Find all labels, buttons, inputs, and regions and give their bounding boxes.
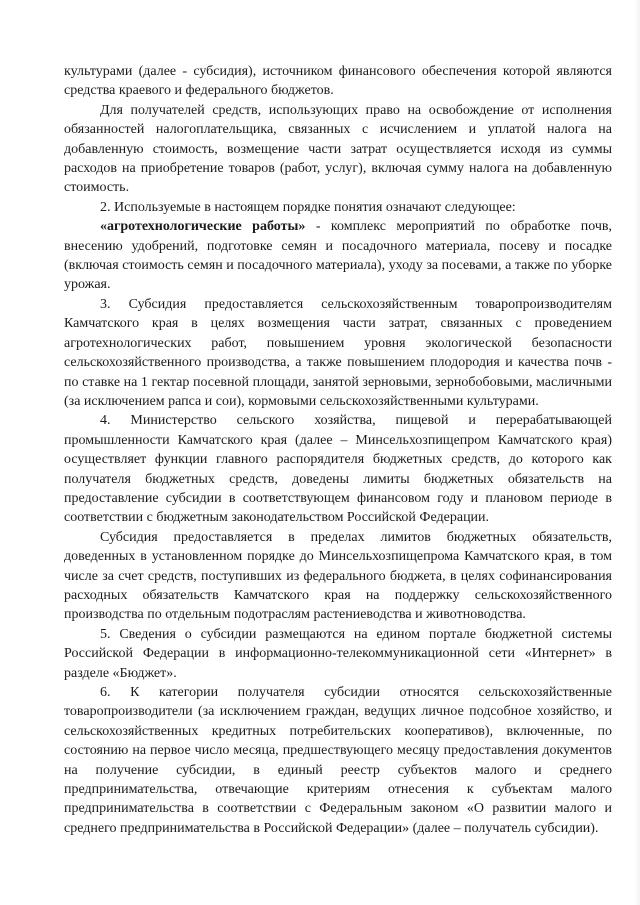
- paragraph-subsidy-limits: Субсидия предоставляется в пределах лимитов бюджетных обязательств, доведенных в установленном порядке до Минсельхозпищепрома Камчатского края, в том числе за счет средств, поступивших из федерального бюджета, в целях софинансирования расходных обязательств Камчатского края на поддержку сельскохозяйственного производства по отдельным подотраслям растениеводства и животноводства.: [64, 529, 612, 623]
- definition-text: - комплекс мероприятий по обработке почв, внесению удобрений, подготовке семян и посадочного материала, посеву и посадке (включая стоимость семян и посадочного материала), уходу за посевами, а также по уборке урожая.: [64, 219, 612, 293]
- paragraph-3-subsidy-purpose: 3. Субсидия предоставляется сельскохозяйственным товаропроизводителям Камчатского края в целях возмещения части затрат, связанных с проведением агротехнологических работ, повышением уровня экологической безопасности сельскохозяйственного производства, а также повышением плодородия и качества почв - по ставке на 1 гектар посевной площади, занятой зерновыми, зернобобовыми, масличными (за исключением рапса и сои), кормовыми сельскохозяйственными культурами.: [64, 296, 612, 409]
- document-page: [64, 62, 612, 838]
- paragraph-agrotech-definition: [64, 217, 612, 295]
- paragraph-continuation: культурами (далее - субсидия), источником финансового обеспечения которой являются средства краевого и федерального бюджетов.: [64, 64, 612, 99]
- paragraph-5-portal: 5. Сведения о субсидии размещаются на едином портале бюджетной системы Российской Федерации в информационно-телекоммуникационной сети «Интернет» в разделе «Бюджет».: [64, 626, 612, 681]
- paragraph-2-definitions: 2. Используемые в настоящем порядке понятия означают следующее:: [100, 199, 516, 215]
- paragraph-6-recipients: 6. К категории получателя субсидии относятся сельскохозяйственные товаропроизводители (за исключением граждан, ведущих личное подсобное хозяйство, и сельскохозяйственных кредитных потребительских кооперативов), включенные, по состоянию на первое число месяца, предшествующего месяцу предоставления документов на получение субсидии, в единый реестр субъектов малого и среднего предпринимательства, отвечающие критериям отнесения к субъектам малого предпринимательства в соответствии с Федеральным законом «О развитии малого и среднего предпринимательства в Российской Федерации» (далее – получатель субсидии).: [64, 685, 612, 836]
- scan-edge-shadow: [634, 0, 640, 905]
- paragraph-vat-exemption: Для получателей средств, использующих право на освобождение от исполнения обязанностей налогоплательщика, связанных с исчислением и уплатой налога на добавленную стоимость, возмещение части затрат осуществляется исходя из суммы расходов на приобретение товаров (работ, услуг), включая сумму налога на добавленную стоимость.: [64, 102, 612, 196]
- defined-term: «агротехнологические работы»: [100, 219, 306, 235]
- paragraph-4-ministry: 4. Министерство сельского хозяйства, пищевой и перерабатывающей промышленности Камчатского края (далее – Минсельхозпищепром Камчатского края) осуществляет функции главного распорядителя бюджетных средств, до которого как получателя бюджетных средств, доведены лимиты бюджетных обязательств на предоставление субсидии в соответствующем финансовом году и плановом периоде в соответствии с бюджетным законодательством Российской Федерации.: [64, 413, 612, 526]
